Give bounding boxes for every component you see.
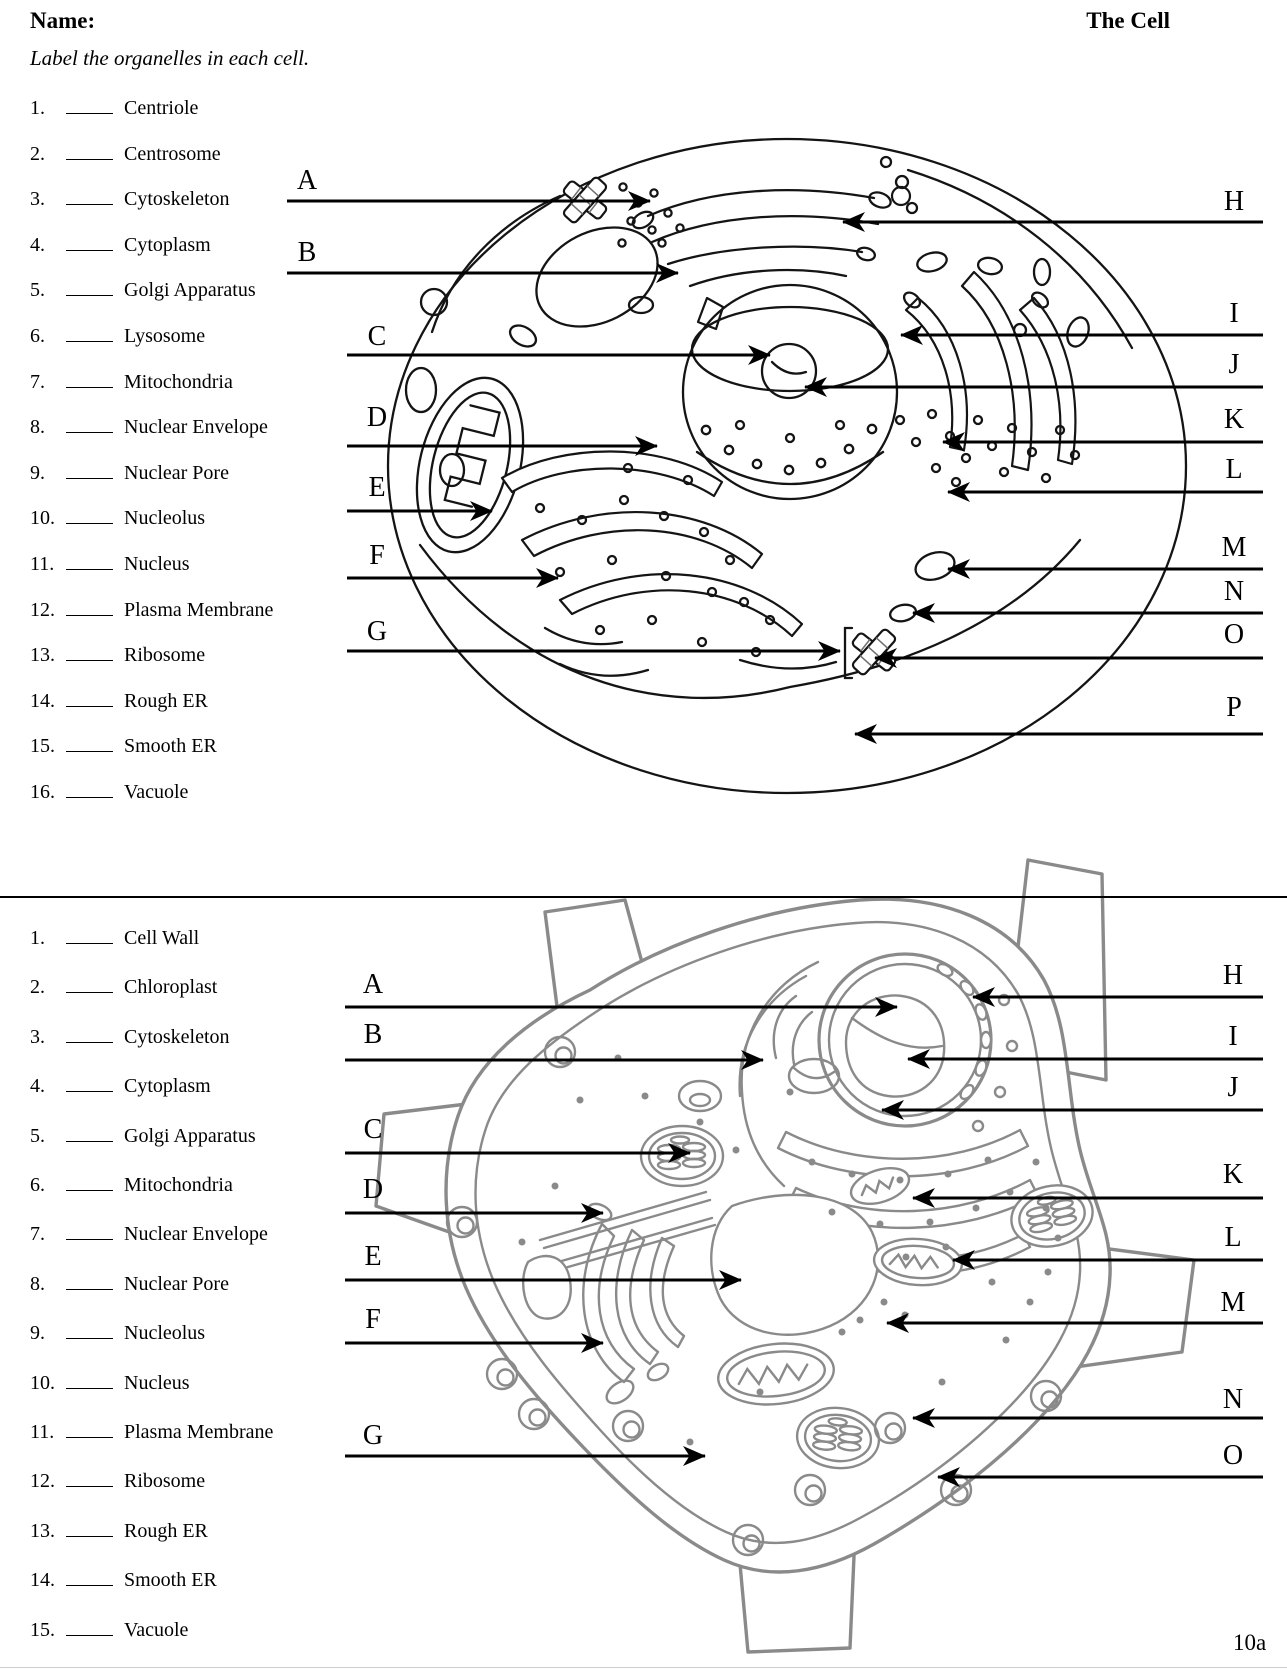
pointer-letter-O: O — [1222, 1440, 1244, 1471]
list-item — [30, 974, 217, 1000]
item-number: 5. — [30, 279, 45, 302]
answer-blank[interactable] — [66, 1373, 113, 1389]
item-number: 6. — [30, 1174, 45, 1196]
item-number: 16. — [30, 781, 55, 803]
list-item — [30, 779, 188, 805]
list-item — [30, 460, 229, 486]
item-number: 7. — [30, 1223, 45, 1246]
answer-blank[interactable] — [66, 1126, 113, 1142]
list-item — [30, 1419, 273, 1445]
item-number: 1. — [30, 97, 45, 119]
item-number: 9. — [30, 461, 45, 484]
vacuole — [520, 208, 675, 346]
list-item — [30, 1468, 205, 1494]
pointer-letter-G: G — [362, 1420, 384, 1451]
item-number: 2. — [30, 142, 45, 165]
organelle-name: Nuclear Envelope — [124, 416, 268, 439]
organelle-name: Centriole — [124, 97, 199, 119]
smooth-er-pocket — [523, 1256, 571, 1319]
answer-blank[interactable] — [66, 280, 113, 296]
item-number: 12. — [30, 598, 55, 621]
list-item — [30, 1567, 217, 1593]
pointer-letter-P: P — [1226, 692, 1242, 723]
item-number: 2. — [30, 976, 45, 999]
pointer-letter-H: H — [1222, 960, 1244, 991]
list-item — [30, 1271, 229, 1297]
rough-er — [502, 451, 802, 656]
item-number: 14. — [30, 1569, 55, 1592]
list-item — [30, 1617, 188, 1643]
organelle-name: Golgi Apparatus — [124, 279, 256, 302]
list-item — [30, 1370, 190, 1396]
answer-blank[interactable] — [66, 1323, 113, 1339]
answer-blank[interactable] — [66, 463, 113, 479]
item-number: 4. — [30, 233, 45, 256]
list-item — [30, 551, 190, 577]
answer-blank[interactable] — [66, 1422, 113, 1438]
pointer-letter-O: O — [1223, 619, 1245, 650]
list-item — [30, 688, 208, 714]
answer-blank[interactable] — [66, 235, 113, 251]
nuclear-pores — [702, 421, 876, 474]
ribosome-dots — [536, 464, 774, 656]
organelle-name: Vacuole — [124, 1618, 189, 1641]
answer-blank[interactable] — [66, 1471, 113, 1487]
organelle-name: Ribosome — [124, 1470, 206, 1493]
answer-blank[interactable] — [66, 1027, 113, 1043]
item-number: 8. — [30, 1272, 45, 1295]
nuclear-envelope-band — [697, 452, 883, 484]
item-number: 15. — [30, 1618, 55, 1641]
pointer-letter-J: J — [1228, 349, 1240, 380]
item-number: 5. — [30, 1124, 45, 1147]
answer-blank[interactable] — [66, 1521, 113, 1537]
page-number: 10a — [1233, 1630, 1267, 1655]
organelle-name: Nuclear Pore — [124, 461, 229, 484]
list-item — [30, 925, 199, 951]
organelle-name: Plasma Membrane — [124, 1421, 274, 1443]
list-item — [30, 369, 233, 395]
organelle-name: Vacuole — [124, 781, 189, 803]
pointer-letter-I: I — [1229, 298, 1239, 329]
organelle-name: Nucleus — [124, 553, 190, 575]
list-item — [30, 597, 273, 623]
centriole-bottom-icon — [851, 628, 896, 676]
answer-blank[interactable] — [66, 144, 113, 160]
item-number: 1. — [30, 927, 45, 949]
membrane-notch — [892, 187, 910, 205]
list-item — [30, 1123, 256, 1149]
pointer-letter-D: D — [366, 402, 388, 433]
list-item — [30, 186, 230, 212]
organelle-name: Rough ER — [124, 689, 208, 712]
item-number: 11. — [30, 1421, 55, 1443]
pointer-letter-A: A — [362, 969, 384, 1000]
organelle-name: Cytoplasm — [124, 233, 211, 256]
list-item — [30, 95, 198, 121]
pointer-letter-E: E — [368, 472, 386, 503]
list-item — [30, 1320, 205, 1346]
item-number: 14. — [30, 689, 55, 712]
pointer-letter-L: L — [1224, 1222, 1242, 1253]
list-item — [30, 232, 211, 258]
inner-membrane-arc-right — [908, 170, 1132, 348]
organelle-name: Smooth ER — [124, 735, 217, 758]
answer-blank[interactable] — [66, 1224, 113, 1240]
list-item — [30, 1518, 208, 1544]
item-number: 15. — [30, 735, 55, 758]
pointer-letter-M: M — [1221, 532, 1247, 563]
answer-blank[interactable] — [66, 645, 113, 661]
centriole-bracket — [845, 628, 852, 678]
organelle-name: Ribosome — [124, 644, 206, 667]
list-item — [30, 1073, 211, 1099]
instructions: Label the organelles in each cell. — [30, 46, 310, 70]
answer-blank[interactable] — [66, 1274, 113, 1290]
pointer-letter-A: A — [296, 165, 318, 196]
organelle-name: Nucleus — [124, 1371, 190, 1394]
item-number: 13. — [30, 644, 55, 667]
answer-blank[interactable] — [66, 736, 113, 752]
answer-blank[interactable] — [66, 98, 113, 114]
item-number: 3. — [30, 188, 45, 211]
item-number: 10. — [30, 507, 55, 530]
item-number: 4. — [30, 1075, 45, 1098]
pointer-letter-I: I — [1228, 1021, 1238, 1052]
pointer-letter-H: H — [1223, 186, 1245, 217]
item-number: 3. — [30, 1025, 45, 1048]
organelle-name: Cell Wall — [124, 927, 200, 949]
list-item — [30, 733, 217, 759]
animal-cell-diagram — [388, 139, 1186, 793]
list-item — [30, 1024, 230, 1050]
answer-blank[interactable] — [66, 372, 113, 388]
organelle-name: Lysosome — [124, 325, 206, 347]
list-item — [30, 141, 221, 167]
answer-blank[interactable] — [66, 508, 113, 524]
item-number: 9. — [30, 1322, 45, 1345]
pointer-letter-F: F — [365, 1304, 381, 1335]
answer-blank[interactable] — [66, 600, 113, 616]
item-number: 10. — [30, 1371, 55, 1394]
organelle-name: Cytoskeleton — [124, 188, 230, 211]
organelle-name: Smooth ER — [124, 1569, 217, 1592]
answer-blank[interactable] — [66, 782, 113, 798]
mitochondrion — [400, 367, 540, 564]
organelle-name: Mitochondria — [124, 370, 233, 393]
organelle-name: Mitochondria — [124, 1174, 233, 1196]
list-item — [30, 1221, 268, 1247]
item-number: 6. — [30, 325, 45, 347]
item-number: 12. — [30, 1470, 55, 1493]
smooth-er-right — [896, 272, 1079, 486]
organelle-name: Rough ER — [124, 1519, 208, 1542]
page-title: The Cell — [1086, 8, 1170, 33]
pointer-letter-E: E — [364, 1241, 382, 1272]
list-item — [30, 505, 205, 531]
pointer-letter-J: J — [1227, 1072, 1239, 1103]
pointer-letter-F: F — [369, 540, 385, 571]
organelle-name: Cytoskeleton — [124, 1025, 230, 1048]
answer-blank[interactable] — [66, 1620, 113, 1636]
organelle-name: Golgi Apparatus — [124, 1124, 256, 1147]
pointer-letter-N: N — [1222, 1384, 1244, 1415]
organelle-name: Nucleolus — [124, 507, 206, 530]
chloroplast — [641, 1126, 723, 1186]
list-item — [30, 642, 205, 668]
organelle-name: Plasma Membrane — [124, 598, 274, 621]
answer-blank[interactable] — [66, 691, 113, 707]
section-divider — [0, 896, 1287, 898]
pointer-letter-N: N — [1223, 576, 1245, 607]
pointer-letter-C: C — [363, 1114, 383, 1145]
nucleus — [683, 285, 897, 499]
list-item — [30, 414, 268, 440]
organelle-name: Nucleolus — [124, 1322, 206, 1345]
pointer-letter-L: L — [1225, 454, 1243, 485]
answer-blank[interactable] — [66, 1076, 113, 1092]
organelle-name: Centrosome — [124, 142, 221, 165]
answer-blank[interactable] — [66, 189, 113, 205]
pointer-letter-C: C — [367, 321, 387, 352]
item-number: 7. — [30, 370, 45, 393]
list-item — [30, 1172, 233, 1198]
answer-blank[interactable] — [66, 1175, 113, 1191]
list-item — [30, 277, 256, 303]
pointer-letter-D: D — [362, 1174, 384, 1205]
pointer-letter-M: M — [1220, 1287, 1246, 1318]
organelle-name: Cytoplasm — [124, 1075, 211, 1098]
item-number: 8. — [30, 416, 45, 439]
inner-membrane-arc — [432, 196, 560, 332]
name-label: Name: — [30, 8, 96, 33]
organelle-name: Chloroplast — [124, 976, 218, 999]
item-number: 13. — [30, 1519, 55, 1542]
pointer-letter-B: B — [363, 1019, 383, 1050]
item-number: 11. — [30, 553, 55, 575]
answer-blank[interactable] — [66, 417, 113, 433]
pointer-letter-G: G — [366, 616, 388, 647]
organelle-name: Nuclear Envelope — [124, 1223, 268, 1246]
answer-blank[interactable] — [66, 554, 113, 570]
pointer-letter-B: B — [297, 237, 317, 268]
answer-blank[interactable] — [66, 1570, 113, 1586]
page-bottom-edge — [0, 1667, 1287, 1668]
pointer-letter-K: K — [1222, 1159, 1244, 1190]
answer-blank[interactable] — [66, 928, 113, 944]
ribosome-dots — [896, 410, 1079, 486]
answer-blank[interactable] — [66, 326, 113, 342]
answer-blank[interactable] — [66, 977, 113, 993]
plant-cell-diagram — [376, 860, 1194, 1652]
list-item — [30, 323, 205, 349]
organelle-name: Nuclear Pore — [124, 1272, 229, 1295]
pointer-letter-K: K — [1223, 404, 1245, 435]
